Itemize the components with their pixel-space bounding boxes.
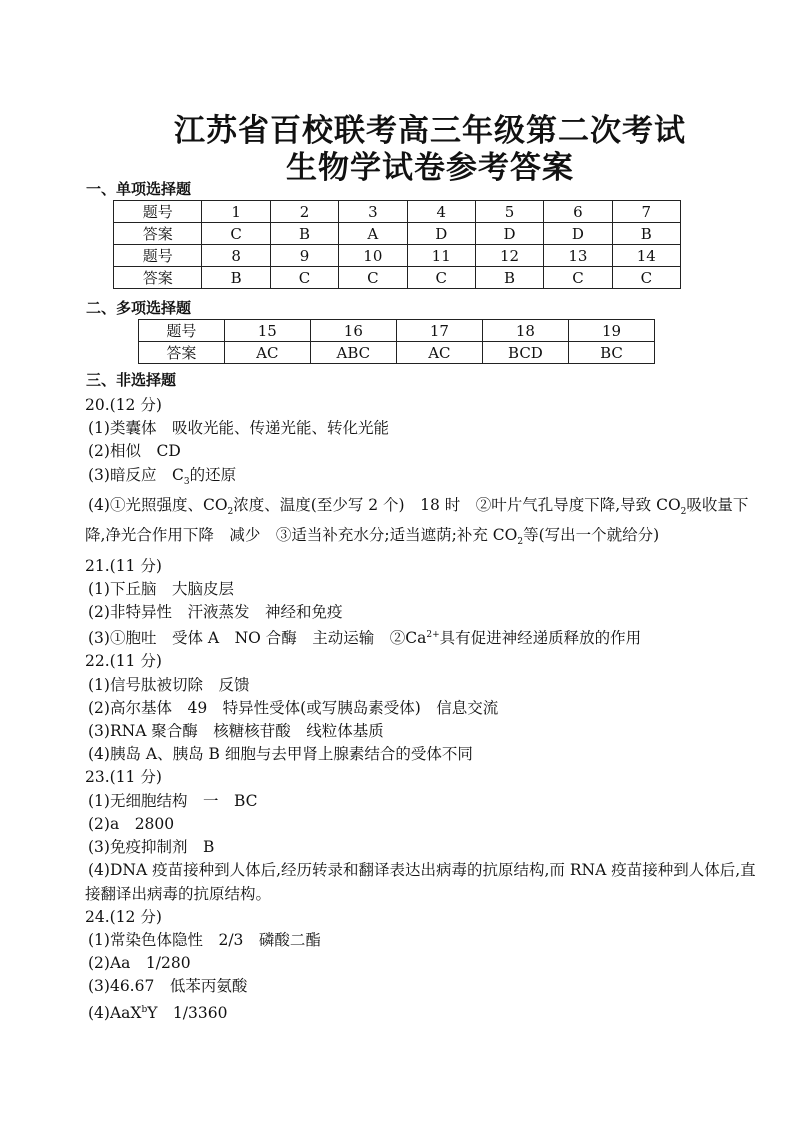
q24-answer-1: (1)常染色体隐性 2/3 磷酸二酯 bbox=[88, 930, 321, 949]
answer-cell: 3 bbox=[339, 201, 407, 223]
q22-heading: 22.(11 分) bbox=[85, 652, 162, 671]
q20-heading: 20.(12 分) bbox=[85, 396, 162, 414]
single-choice-row bbox=[114, 201, 681, 223]
section-1-heading: 一、单项选择题 bbox=[86, 180, 192, 198]
q22-answer-3: (3)RNA 聚合酶 核糖核苷酸 线粒体基质 bbox=[88, 722, 384, 741]
q24-answer-4: (4)AaX$^b$Y 1/3360 bbox=[88, 1003, 228, 1022]
q24-heading: 24.(12 分) bbox=[85, 907, 162, 926]
answer-cell: AC bbox=[224, 342, 310, 364]
answer-cell: B bbox=[202, 267, 270, 289]
answer-cell: 2 bbox=[270, 201, 338, 223]
multiple-choice-row bbox=[139, 342, 655, 364]
answer-cell: 18 bbox=[482, 320, 568, 342]
q24-answer-2: (2)Aa 1/280 bbox=[88, 954, 191, 973]
q22-answer-2: (2)高尔基体 49 特异性受体(或写胰岛素受体) 信息交流 bbox=[88, 698, 499, 717]
answer-cell: D bbox=[475, 223, 543, 245]
single-choice-row bbox=[114, 223, 681, 245]
answer-cell: D bbox=[544, 223, 612, 245]
answer-cell: 4 bbox=[407, 201, 475, 223]
single-choice-row bbox=[114, 245, 681, 267]
answer-cell: BCD bbox=[482, 342, 568, 364]
row-header-cell: 题号 bbox=[114, 201, 202, 223]
q21-answer-3: (3)①胞吐 受体 A NO 合酶 主动运输 $②Ca^{2+}$具有促进神经递质释放的作用 bbox=[88, 629, 642, 648]
answer-cell: C bbox=[339, 267, 407, 289]
row-header-cell: 题号 bbox=[114, 245, 202, 267]
answer-cell: BC bbox=[569, 342, 655, 364]
answer-cell: 19 bbox=[569, 320, 655, 342]
answer-cell: 11 bbox=[407, 245, 475, 267]
answer-cell: AC bbox=[396, 342, 482, 364]
document-subtitle: 生物学试卷参考答案 bbox=[286, 150, 574, 186]
row-header-cell: 题号 bbox=[139, 320, 225, 342]
answer-cell: 17 bbox=[396, 320, 482, 342]
answer-cell: 10 bbox=[339, 245, 407, 267]
q21-heading: 21.(11 分) bbox=[85, 556, 162, 575]
answer-cell: 8 bbox=[202, 245, 270, 267]
q23-answer-2: (2)a 2800 bbox=[88, 814, 175, 833]
single-choice-row bbox=[114, 267, 681, 289]
answer-cell: B bbox=[612, 223, 680, 245]
answer-cell: 1 bbox=[202, 201, 270, 223]
answer-cell: 12 bbox=[475, 245, 543, 267]
answer-cell: 15 bbox=[224, 320, 310, 342]
answer-cell: B bbox=[475, 267, 543, 289]
q23-heading: 23.(11 分) bbox=[85, 768, 162, 787]
q23-answer-3: (3)免疫抑制剂 B bbox=[88, 838, 215, 857]
non-choice-answers bbox=[85, 394, 760, 1025]
answer-cell: D bbox=[407, 223, 475, 245]
answer-cell: C bbox=[270, 267, 338, 289]
answer-cell: 16 bbox=[310, 320, 396, 342]
answer-cell: 14 bbox=[612, 245, 680, 267]
answer-cell: 5 bbox=[475, 201, 543, 223]
q20-answer-2: (2)相似 CD bbox=[88, 442, 181, 461]
row-header-cell: 答案 bbox=[114, 267, 202, 289]
answer-cell: 13 bbox=[544, 245, 612, 267]
answer-cell: C bbox=[544, 267, 612, 289]
q20-answer-3: (3)暗反应 $C_3$的还原 bbox=[88, 465, 237, 487]
answer-cell: C bbox=[612, 267, 680, 289]
q22-answer-4: (4)胰岛 A、胰岛 B 细胞与去甲肾上腺素结合的受体不同 bbox=[88, 745, 473, 764]
answer-cell: 9 bbox=[270, 245, 338, 267]
q23-answer-1: (1)无细胞结构 一 BC bbox=[88, 791, 258, 810]
answer-cell: C bbox=[202, 223, 270, 245]
single-choice-answer-table bbox=[113, 200, 681, 289]
answer-cell: A bbox=[339, 223, 407, 245]
answer-cell: B bbox=[270, 223, 338, 245]
row-header-cell: 答案 bbox=[139, 342, 225, 364]
q20-answer-4: (4)①光照强度、$CO_2$浓度、温度(至少写 2 个) 18 时 ②叶片气孔导度下降,导致 $CO_2$吸收量下降,净光合作用下降 减少 ③适当补充水分;适当遮荫;补充 $CO_2$等(写出一个就给分) bbox=[85, 495, 749, 548]
answer-cell: ABC bbox=[310, 342, 396, 364]
row-header-cell: 答案 bbox=[114, 223, 202, 245]
document-title: 江苏省百校联考高三年级第二次考试 bbox=[174, 113, 686, 149]
section-3-heading: 三、非选择题 bbox=[86, 371, 177, 389]
answer-cell: C bbox=[407, 267, 475, 289]
q23-answer-4: (4)DNA 疫苗接种到人体后,经历转录和翻译表达出病毒的抗原结构,而 RNA 疫苗接种到人体后,直接翻译出病毒的抗原结构。 bbox=[85, 861, 756, 903]
q20-answer-1: (1)类囊体 吸收光能、传递光能、转化光能 bbox=[88, 419, 389, 438]
q21-answer-1: (1)下丘脑 大脑皮层 bbox=[88, 579, 234, 598]
multiple-choice-answer-table bbox=[138, 319, 655, 364]
q24-answer-3: (3)46.67 低苯丙氨酸 bbox=[88, 977, 248, 996]
q21-answer-2: (2)非特异性 汗液蒸发 神经和免疫 bbox=[88, 602, 343, 621]
answer-cell: 7 bbox=[612, 201, 680, 223]
multiple-choice-row bbox=[139, 320, 655, 342]
section-2-heading: 二、多项选择题 bbox=[86, 299, 192, 317]
answer-cell: 6 bbox=[544, 201, 612, 223]
q22-answer-1: (1)信号肽被切除 反馈 bbox=[88, 675, 250, 694]
